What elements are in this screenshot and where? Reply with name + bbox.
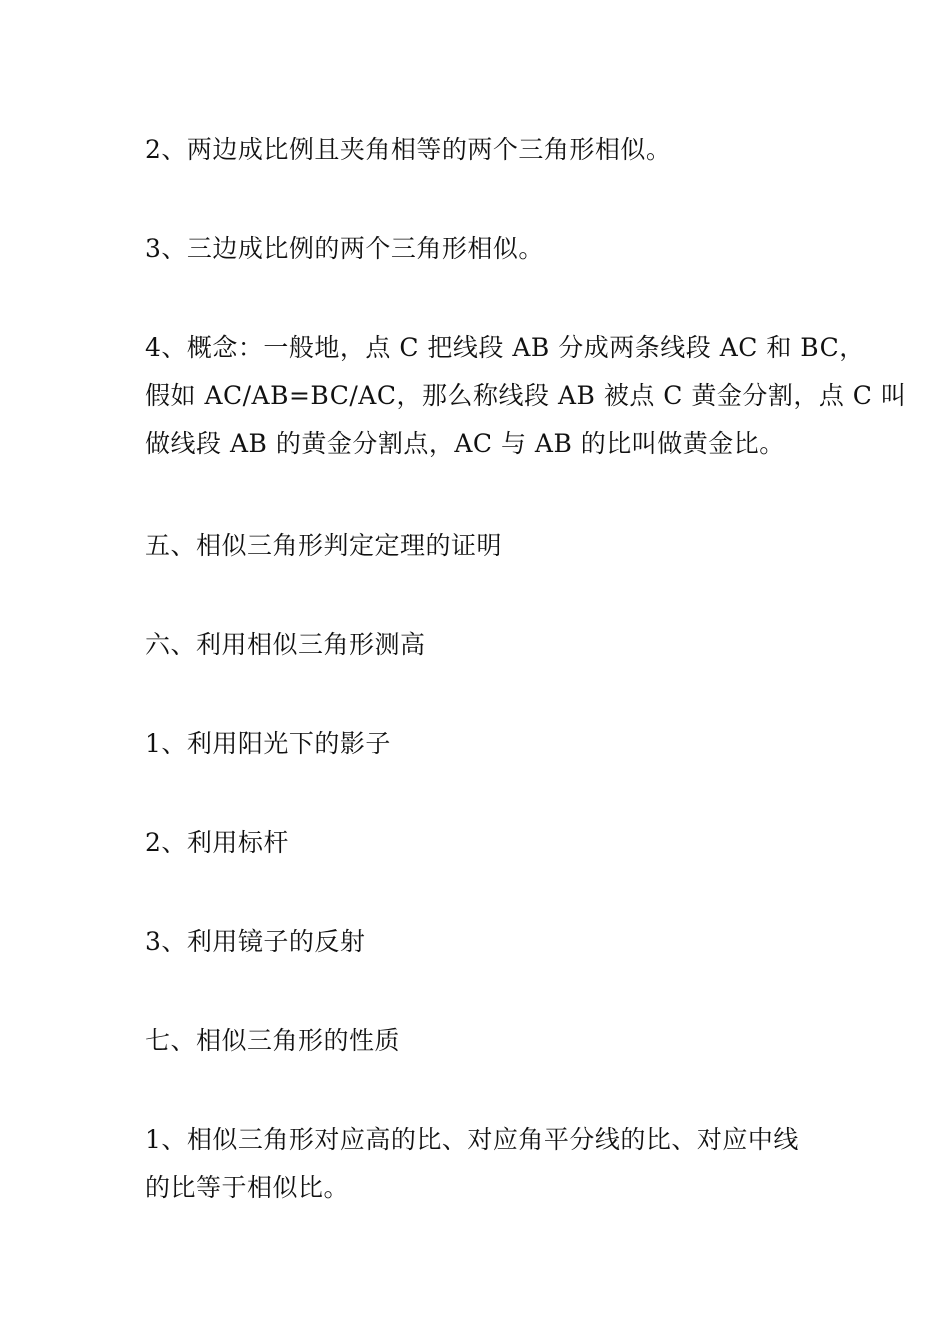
paragraph-sas-similarity — [145, 126, 810, 174]
section-heading-properties — [145, 1017, 810, 1065]
paragraph-sss-similarity — [145, 225, 810, 273]
text-line: 七、相似三角形的性质 — [145, 1026, 401, 1055]
section-heading-measure-height — [145, 621, 810, 669]
text-line: 1、相似三角形对应高的比、对应角平分线的比、对应中线 — [145, 1125, 799, 1154]
text-line: 做线段 AB 的黄金分割点，AC 与 AB 的比叫做黄金比。 — [145, 429, 785, 458]
text-line: 假如 AC/AB=BC/AC，那么称线段 AB 被点 C 黄金分割，点 C 叫 — [145, 381, 907, 410]
text-line: 2、利用标杆 — [145, 828, 289, 857]
text-line: 3、利用镜子的反射 — [145, 927, 366, 956]
text-line: 六、利用相似三角形测高 — [145, 630, 426, 659]
paragraph-golden-section — [145, 324, 907, 468]
text-line: 1、利用阳光下的影子 — [145, 729, 391, 758]
text-line: 2、两边成比例且夹角相等的两个三角形相似。 — [145, 135, 672, 164]
section-heading-proof — [145, 522, 810, 570]
list-item-mirror — [145, 918, 810, 966]
list-item-pole — [145, 819, 810, 867]
text-line: 五、相似三角形判定定理的证明 — [145, 531, 503, 560]
paragraph-similarity-ratio — [145, 1116, 810, 1212]
list-item-shadow — [145, 720, 810, 768]
text-line: 3、三边成比例的两个三角形相似。 — [145, 234, 544, 263]
text-line: 的比等于相似比。 — [145, 1173, 350, 1202]
text-line: 4、概念：一般地，点 C 把线段 AB 分成两条线段 AC 和 BC， — [145, 333, 865, 362]
